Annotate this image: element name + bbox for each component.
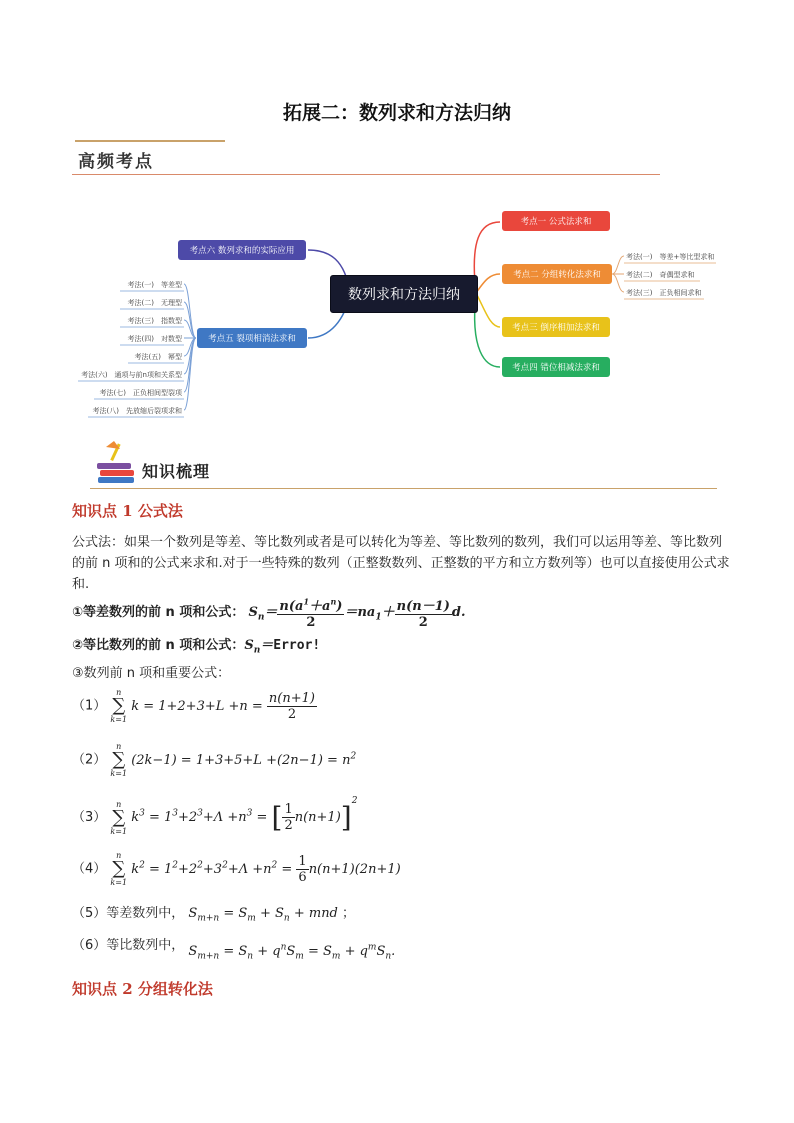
mind-map-leaf: 考法(一) 等差型 [127, 281, 182, 289]
formula-item-4 [72, 851, 401, 887]
mind-map-node-right-1: 考点一 公式法求和 [502, 211, 610, 231]
section-banner-knowledge [90, 437, 720, 493]
formula-1-label: ①等差数列的前 n 项和公式： [72, 605, 245, 620]
mind-map-leaf: 考法(六) 通项与前n项和关系型 [81, 371, 182, 379]
sigma-symbol: n ∑ k=1 [110, 742, 128, 778]
item-label: （6）等比数列中， [72, 938, 185, 953]
mind-map-leaf: 考法(八) 先放缩后裂项求和 [92, 407, 182, 415]
formula-item-1-body: k = 1+2+3+L +n = $\frac{n(n+1)}{2}$ [131, 690, 315, 722]
banner-line [90, 488, 717, 489]
formula-item-6-body: $S_{m+n} = S_n + q^nS_m = S_m + q^mS_n$. [188, 942, 396, 962]
formula-item-5-body: $S_{m+n} = S_m + S_n$ + mnd [188, 906, 338, 924]
section-label: 高频考点 [78, 152, 154, 172]
page-title: 拓展二：数列求和方法归纳 [282, 102, 511, 124]
mind-map-leaf: 考法(四) 对数型 [127, 335, 182, 343]
formula-1 [72, 595, 466, 630]
mind-map-center: 数列求和方法归纳 [330, 275, 478, 313]
mind-map-leaf: 考法(七) 正负相间型裂项 [99, 389, 182, 397]
formula-item-2-body: $(2k-1) = 1+3+5+L +(2n-1) = n^2$ [131, 751, 357, 768]
item-number: （1） [72, 698, 107, 714]
formula-item-3 [72, 796, 357, 836]
sigma-symbol: n ∑ k=1 [110, 851, 128, 887]
mind-map-leaf: 考法(三) 指数型 [127, 317, 182, 325]
item-number: （2） [72, 752, 107, 768]
section-label: 知识梳理 [142, 462, 211, 481]
sigma-symbol: n ∑ k=1 [110, 799, 128, 836]
formula-item-5 [72, 902, 355, 924]
mind-map-node-right-2: 考点二 分组转化法求和 [502, 264, 612, 284]
formula-3-label: ③数列前 n 项和重要公式： [72, 666, 231, 681]
item-number: （3） [72, 810, 107, 825]
books-icon [92, 439, 140, 489]
mind-map-node-left-2: 考点五 裂项相消法求和 [197, 328, 307, 348]
formula-2-label: ②等比数列的前 n 项和公式： [72, 638, 245, 653]
mind-map-connectors [0, 0, 794, 430]
kp1-paragraph: 公式法：如果一个数列是等差、等比数列或者是可以转化为等差、等比数列的数列，我们可以运用等差、等比数列的前 n 项和的公式来求和.对于一些特殊的数列（正整数数列、正整数的平方和立方数列等）也可以直接使用公式求和. [72, 535, 730, 592]
knowledge-point-2-title: 知识点 2 分组转化法 [72, 980, 213, 998]
mind-map-leaf: 考法(二) 无理型 [127, 299, 182, 307]
formula-item-1 [72, 688, 317, 724]
mind-map-leaf: 考法(三) 正负相间求和 [626, 289, 702, 297]
formula-2-value: Error! [273, 638, 321, 653]
mind-map [0, 0, 794, 430]
formula-item-3-body: $k^3 = 1^3+2^3+\Lambda +n^3$ = [ $\frac{1}{2}$ n(n+1)]$^2$ [131, 796, 358, 834]
mind-map-leaf: 考法(五) 幂型 [134, 353, 182, 361]
item-label: （5）等差数列中， [72, 906, 185, 921]
formula-1-math: $S_n=$ $\frac{n(a^1+a^n)}{2}$ $=na_1+$ $\frac{n(n-1)}{2}$ d. [248, 596, 466, 630]
mind-map-leaf: 考法(一) 等差+等比型求和 [626, 253, 715, 261]
formula-item-4-body: $k^2 = 1^2+2^2+3^2+\Lambda +n^2$ = $\frac{1}{6}$ n(n+1)(2n+1) [131, 853, 401, 885]
semicolon: ； [337, 906, 356, 921]
sigma-symbol: n ∑ k=1 [110, 688, 128, 724]
mind-map-leaf: 考法(二) 奇偶型求和 [626, 271, 695, 279]
mind-map-node-right-3: 考点三 倒序相加法求和 [502, 317, 610, 337]
mind-map-node-right-4: 考点四 错位相减法求和 [502, 357, 610, 377]
mind-map-node-left-1: 考点六 数列求和的实际应用 [178, 240, 306, 260]
item-number: （4） [72, 861, 107, 877]
knowledge-point-1-title: 知识点 1 公式法 [72, 502, 183, 520]
formula-2-s: $S_n=$ [244, 638, 274, 656]
formula-item-2 [72, 742, 356, 778]
formula-item-6 [72, 934, 396, 962]
formula-2 [72, 634, 320, 656]
